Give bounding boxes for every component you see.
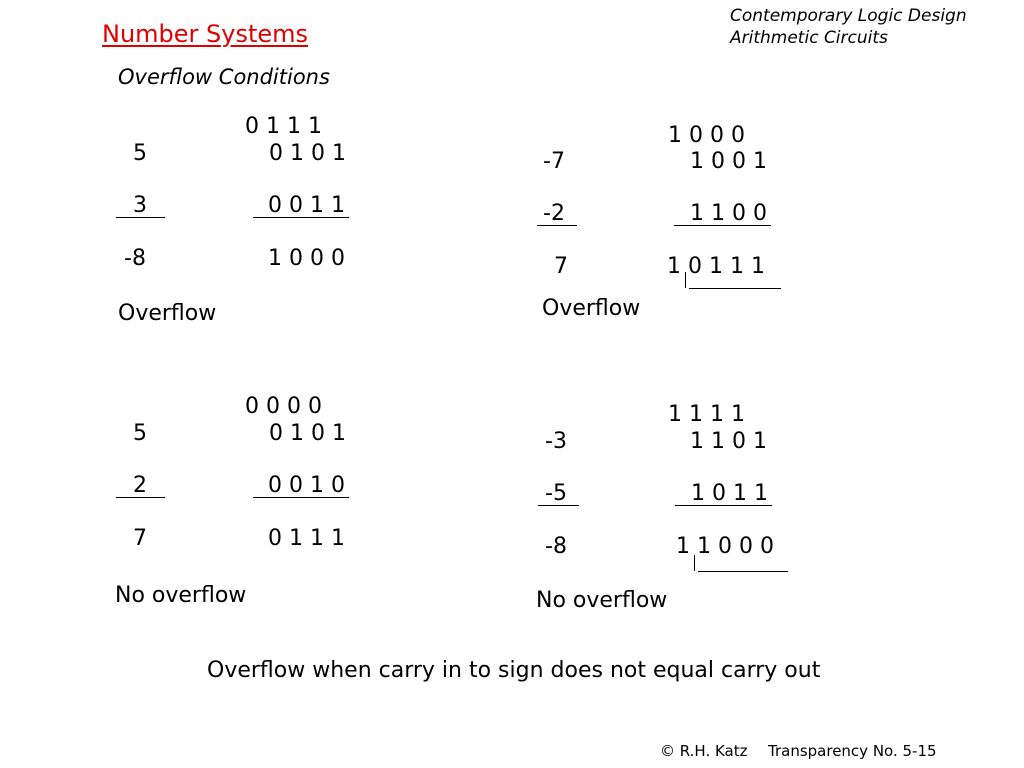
carry-row: 0 0 0 0 <box>245 394 322 419</box>
sum-decimal: 7 <box>133 526 147 551</box>
copyright: © R.H. Katz <box>660 742 748 760</box>
result-label: No overflow <box>536 588 668 613</box>
operand-decimal: -2 <box>537 203 577 226</box>
transparency-number: Transparency No. 5-15 <box>768 742 937 760</box>
operand-decimal: 5 <box>133 141 147 166</box>
overflow-rule: Overflow when carry in to sign does not equal carry out <box>207 658 821 683</box>
slide-subtitle: Overflow Conditions <box>118 65 330 89</box>
course-title: Contemporary Logic Design <box>730 6 967 26</box>
sum-decimal: 7 <box>554 254 568 279</box>
sum-binary: 1 1 0 0 0 <box>676 534 774 559</box>
chapter-title: Arithmetic Circuits <box>730 28 888 48</box>
carry-row: 1 0 0 0 <box>668 123 745 148</box>
result-label: No overflow <box>115 583 247 608</box>
carry-out-bracket <box>698 571 788 572</box>
operand-binary: 1 1 0 1 <box>690 429 767 454</box>
operand-decimal: 3 <box>116 195 165 218</box>
operand-binary: 1 0 0 1 <box>690 149 767 174</box>
result-label: Overflow <box>542 296 641 321</box>
operand-binary: 0 0 1 1 <box>253 195 349 218</box>
operand-decimal: -5 <box>538 483 579 506</box>
result-label: Overflow <box>118 301 217 326</box>
sum-decimal: -8 <box>545 534 567 559</box>
sum-binary: 0 1 1 1 <box>268 526 345 551</box>
operand-binary: 0 1 0 1 <box>269 141 346 166</box>
carry-row: 0 1 1 1 <box>245 114 322 139</box>
sum-decimal: -8 <box>124 246 146 271</box>
operand-decimal: 2 <box>116 475 165 498</box>
operand-decimal: -7 <box>543 149 565 174</box>
carry-out-marker <box>685 272 686 288</box>
sum-binary: 1 0 0 0 <box>268 246 345 271</box>
operand-decimal: 5 <box>133 421 147 446</box>
sum-binary: 1 0 1 1 1 <box>667 254 765 279</box>
carry-out-bracket <box>689 288 781 289</box>
carry-row: 1 1 1 1 <box>668 402 745 427</box>
carry-out-marker <box>694 555 695 571</box>
operand-binary: 1 1 0 0 <box>674 203 771 226</box>
operand-binary: 0 1 0 1 <box>269 421 346 446</box>
operand-binary: 0 0 1 0 <box>253 475 349 498</box>
operand-binary: 1 0 1 1 <box>675 483 772 506</box>
page-title: Number Systems <box>102 20 309 48</box>
operand-decimal: -3 <box>545 429 567 454</box>
